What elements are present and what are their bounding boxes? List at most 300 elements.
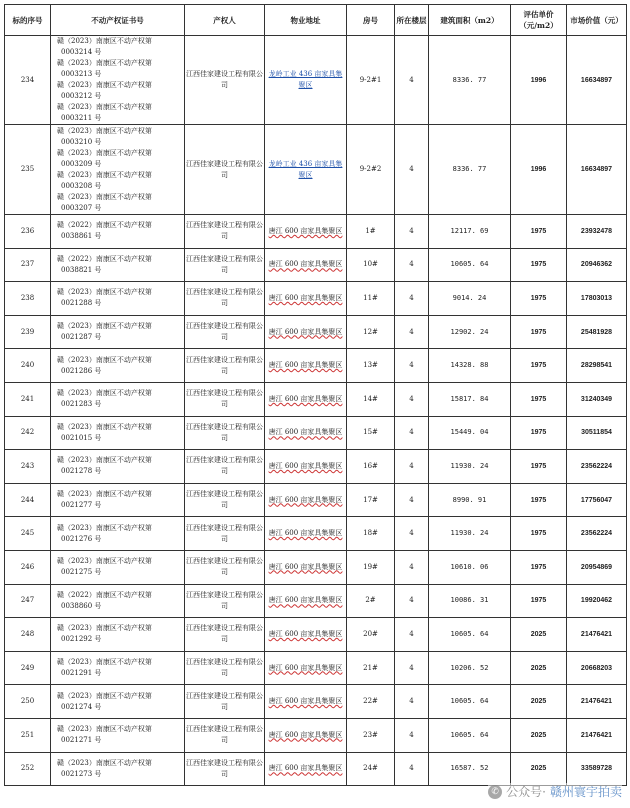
certificate-line: 赣（2023）南康区不动产权第 [57, 192, 152, 201]
table-row [5, 685, 627, 719]
floor-number: 4 [409, 562, 414, 571]
lot-number: 247 [20, 596, 35, 605]
market-value-cell [567, 718, 627, 752]
floor-cell [395, 215, 429, 249]
certificate-line: 0021292 号 [61, 635, 102, 644]
market-value: 21476421 [580, 630, 613, 638]
unit-price: 1975 [530, 597, 547, 605]
area-cell [429, 483, 511, 517]
unit-price: 1996 [530, 166, 547, 173]
owner-name: 江西佳家建设工程有限公司 [186, 456, 263, 476]
floor-area: 12902. 24 [450, 327, 489, 336]
room-number: 24# [363, 764, 378, 773]
lot-number: 237 [20, 260, 35, 269]
area-cell [429, 125, 511, 215]
lot-number-cell [5, 416, 51, 450]
market-value: 25481928 [580, 328, 613, 336]
certificate-line: 赣（2023）南康区不动产权第 [57, 103, 152, 111]
owner-cell [185, 282, 265, 316]
table-row [5, 315, 627, 349]
certificate-line: 赣（2023）南康区不动产权第 [57, 658, 152, 667]
address-cell [265, 282, 347, 316]
owner-cell [185, 36, 265, 125]
property-address: 唐江 600 亩家具集聚区 [268, 394, 343, 403]
market-value-cell [567, 315, 627, 349]
certificate-line: 赣（2023）南康区不动产权第 [57, 288, 152, 297]
room-cell [347, 125, 395, 215]
certificate-line: 0021276 号 [61, 534, 102, 543]
table-row [5, 248, 627, 282]
address-cell [265, 450, 347, 484]
room-cell [347, 651, 395, 685]
lot-number: 251 [20, 730, 35, 739]
floor-number: 4 [409, 495, 414, 504]
certificate-line: 赣（2023）南康区不动产权第 [57, 624, 152, 633]
room-number: 21# [363, 663, 378, 672]
room-cell [347, 618, 395, 652]
certificate-line: 赣（2023）南康区不动产权第 [57, 456, 152, 465]
certificate-line: 0021278 号 [61, 467, 102, 476]
unit-price-cell [511, 450, 567, 484]
unit-price: 1975 [530, 227, 547, 235]
market-value-cell [567, 416, 627, 450]
lot-number: 236 [20, 226, 35, 235]
unit-price-cell [511, 416, 567, 450]
market-value: 23562224 [580, 530, 613, 538]
market-value-cell [567, 382, 627, 416]
owner-cell [185, 550, 265, 584]
unit-price: 2025 [530, 698, 547, 706]
table-row [5, 349, 627, 383]
owner-cell [185, 584, 265, 618]
market-value-cell [567, 125, 627, 215]
area-cell [429, 416, 511, 450]
table-row [5, 718, 627, 752]
floor-number: 4 [409, 629, 414, 638]
unit-price: 1975 [530, 530, 547, 538]
unit-price: 2025 [530, 630, 547, 638]
table-row [5, 416, 627, 450]
table-row [5, 483, 627, 517]
owner-cell [185, 483, 265, 517]
unit-price: 2025 [530, 731, 547, 739]
floor-area: 10610. 06 [450, 562, 489, 571]
address-cell [265, 36, 347, 125]
room-cell [347, 282, 395, 316]
address-cell [265, 349, 347, 383]
certificate-line: 赣（2023）南康区不动产权第 [57, 322, 152, 331]
market-value-cell [567, 483, 627, 517]
market-value-cell [567, 349, 627, 383]
lot-number-cell [5, 685, 51, 719]
floor-cell [395, 483, 429, 517]
certificate-line: 赣（2023）南康区不动产权第 [57, 81, 152, 89]
floor-cell [395, 125, 429, 215]
table-row [5, 618, 627, 652]
certificate-cell [51, 382, 185, 416]
unit-price-cell [511, 517, 567, 551]
area-cell [429, 382, 511, 416]
room-cell [347, 36, 395, 125]
lot-number-cell [5, 282, 51, 316]
property-address: 唐江 600 亩家具集聚区 [268, 327, 343, 336]
certificate-line: 赣（2023）南康区不动产权第 [57, 170, 152, 179]
market-value: 31240349 [580, 395, 613, 403]
table-row [5, 651, 627, 685]
unit-price: 1996 [530, 76, 547, 84]
owner-cell [185, 248, 265, 282]
certificate-line: 赣（2023）南康区不动产权第 [57, 355, 152, 364]
area-cell [429, 248, 511, 282]
room-number: 14# [363, 394, 378, 403]
unit-price: 2025 [530, 664, 547, 672]
unit-price-cell [511, 36, 567, 125]
unit-price: 1975 [530, 362, 547, 370]
floor-cell [395, 618, 429, 652]
certificate-cell [51, 584, 185, 618]
owner-name: 江西佳家建设工程有限公司 [186, 70, 263, 89]
owner-name: 江西佳家建设工程有限公司 [186, 322, 263, 342]
certificate-line: 0021015 号 [61, 433, 102, 442]
floor-area: 10605. 64 [450, 629, 489, 638]
watermark-prefix: 公众号· [506, 785, 546, 799]
certificate-line: 赣（2023）南康区不动产权第 [57, 389, 152, 398]
market-value-cell [567, 248, 627, 282]
certificate-line: 赣（2022）南康区不动产权第 [57, 254, 152, 263]
lot-number-cell [5, 36, 51, 125]
room-cell [347, 382, 395, 416]
market-value: 28298541 [580, 362, 613, 370]
floor-cell [395, 550, 429, 584]
area-cell [429, 550, 511, 584]
owner-cell [185, 125, 265, 215]
room-cell [347, 248, 395, 282]
header-cell: 标的序号 [5, 5, 51, 36]
floor-cell [395, 752, 429, 786]
floor-number: 4 [409, 697, 414, 706]
owner-name: 江西佳家建设工程有限公司 [186, 254, 263, 274]
market-value-cell [567, 685, 627, 719]
property-address: 唐江 600 亩家具集聚区 [268, 495, 343, 504]
certificate-line: 0003209 号 [61, 159, 102, 168]
room-number: 10# [363, 260, 378, 269]
unit-price: 1975 [530, 429, 547, 437]
owner-name: 江西佳家建设工程有限公司 [186, 288, 263, 308]
room-number: 20# [363, 629, 378, 638]
floor-number: 4 [409, 730, 414, 739]
floor-number: 4 [409, 165, 414, 173]
floor-area: 10206. 52 [450, 663, 489, 672]
header-cell: 物业地址 [265, 5, 347, 36]
room-number: 16# [363, 461, 378, 470]
floor-cell [395, 315, 429, 349]
certificate-cell [51, 248, 185, 282]
owner-cell [185, 517, 265, 551]
floor-cell [395, 416, 429, 450]
floor-cell [395, 584, 429, 618]
certificate-line: 0003208 号 [61, 181, 102, 190]
certificate-line: 0021274 号 [61, 702, 102, 711]
certificate-line: 赣（2022）南康区不动产权第 [57, 590, 152, 599]
property-address: 唐江 600 亩家具集聚区 [268, 428, 343, 437]
certificate-line: 0003211 号 [61, 114, 102, 122]
address-cell [265, 685, 347, 719]
unit-price: 1975 [530, 395, 547, 403]
area-cell [429, 36, 511, 125]
market-value: 17803013 [580, 294, 613, 302]
market-value: 16634897 [580, 76, 613, 84]
unit-price-cell [511, 651, 567, 685]
room-cell [347, 685, 395, 719]
market-value: 23562224 [580, 462, 613, 470]
lot-number-cell [5, 651, 51, 685]
floor-area: 11930. 24 [450, 529, 489, 538]
unit-price: 1975 [530, 462, 547, 470]
address-cell [265, 215, 347, 249]
floor-number: 4 [409, 260, 414, 269]
room-cell [347, 752, 395, 786]
floor-area: 10086. 31 [450, 596, 489, 605]
lot-number: 249 [20, 663, 35, 672]
floor-area: 8990. 91 [452, 495, 487, 504]
unit-price-cell [511, 382, 567, 416]
owner-name: 江西佳家建设工程有限公司 [186, 557, 263, 577]
owner-cell [185, 618, 265, 652]
certificate-line: 0003207 号 [61, 203, 102, 212]
market-value-cell [567, 36, 627, 125]
market-value-cell [567, 450, 627, 484]
floor-cell [395, 36, 429, 125]
address-cell [265, 315, 347, 349]
property-address: 唐江 600 亩家具集聚区 [268, 596, 343, 605]
table-row [5, 550, 627, 584]
floor-number: 4 [409, 529, 414, 538]
owner-name: 江西佳家建设工程有限公司 [186, 725, 263, 745]
table-row [5, 752, 627, 786]
lot-number-cell [5, 483, 51, 517]
market-value-cell [567, 584, 627, 618]
owner-cell [185, 215, 265, 249]
property-address: 唐江 600 亩家具集聚区 [268, 529, 343, 538]
address-cell [265, 517, 347, 551]
floor-area: 8336. 77 [452, 75, 487, 84]
unit-price: 1975 [530, 563, 547, 571]
owner-name: 江西佳家建设工程有限公司 [186, 624, 263, 644]
floor-number: 4 [409, 394, 414, 403]
address-cell [265, 248, 347, 282]
floor-area: 16587. 52 [450, 764, 489, 773]
lot-number: 240 [20, 361, 35, 370]
room-cell [347, 315, 395, 349]
owner-name: 江西佳家建设工程有限公司 [186, 523, 263, 543]
address-cell [265, 416, 347, 450]
market-value-cell [567, 517, 627, 551]
lot-number-cell [5, 215, 51, 249]
certificate-cell [51, 349, 185, 383]
certificate-line: 0021273 号 [61, 769, 102, 778]
unit-price-cell [511, 718, 567, 752]
certificate-line: 0003210 号 [61, 137, 102, 146]
certificate-line: 赣（2023）南康区不动产权第 [57, 557, 152, 566]
floor-area: 15817. 84 [450, 394, 489, 403]
room-cell [347, 416, 395, 450]
room-number: 11# [363, 293, 378, 302]
table-row [5, 584, 627, 618]
market-value-cell [567, 618, 627, 652]
header-cell: 所在楼层 [395, 5, 429, 36]
unit-price-cell [511, 685, 567, 719]
wechat-icon: ✆ [488, 785, 502, 799]
certificate-cell [51, 752, 185, 786]
lot-number: 241 [20, 394, 35, 403]
certificate-cell [51, 517, 185, 551]
lot-number-cell [5, 550, 51, 584]
certificate-line: 赣（2023）南康区不动产权第 [57, 725, 152, 734]
floor-cell [395, 651, 429, 685]
lot-number-cell [5, 517, 51, 551]
table-row [5, 517, 627, 551]
certificate-line: 0021288 号 [61, 299, 102, 308]
floor-number: 4 [409, 75, 414, 84]
lot-number: 238 [20, 293, 35, 302]
property-address: 唐江 600 亩家具集聚区 [268, 663, 343, 672]
floor-number: 4 [409, 293, 414, 302]
certificate-cell [51, 651, 185, 685]
certificate-cell [51, 550, 185, 584]
floor-area: 9014. 24 [452, 293, 487, 302]
owner-name: 江西佳家建设工程有限公司 [186, 658, 263, 678]
lot-number: 244 [20, 495, 35, 504]
certificate-line: 赣（2023）南康区不动产权第 [57, 148, 152, 157]
lot-number-cell [5, 349, 51, 383]
floor-cell [395, 718, 429, 752]
owner-name: 江西佳家建设工程有限公司 [186, 422, 263, 442]
floor-area: 10605. 64 [450, 730, 489, 739]
certificate-line: 0003212 号 [61, 92, 102, 100]
owner-name: 江西佳家建设工程有限公司 [186, 159, 263, 179]
floor-cell [395, 282, 429, 316]
owner-cell [185, 349, 265, 383]
certificate-line: 赣（2023）南康区不动产权第 [57, 126, 152, 135]
certificate-cell [51, 416, 185, 450]
market-value: 20668203 [580, 664, 613, 672]
certificate-cell [51, 215, 185, 249]
floor-cell [395, 450, 429, 484]
certificate-line: 0021271 号 [61, 736, 102, 745]
unit-price-cell [511, 125, 567, 215]
owner-name: 江西佳家建设工程有限公司 [186, 590, 263, 610]
unit-price-cell [511, 349, 567, 383]
unit-price-cell [511, 483, 567, 517]
certificate-line: 赣（2023）南康区不动产权第 [57, 490, 152, 499]
market-value: 19920462 [580, 597, 613, 605]
address-cell [265, 382, 347, 416]
room-cell [347, 215, 395, 249]
certificate-line: 0021275 号 [61, 568, 102, 577]
room-cell [347, 584, 395, 618]
floor-number: 4 [409, 461, 414, 470]
owner-cell [185, 651, 265, 685]
certificate-cell [51, 282, 185, 316]
market-value: 23932478 [580, 227, 613, 235]
certificate-line: 0021286 号 [61, 366, 102, 375]
address-cell [265, 550, 347, 584]
unit-price-cell [511, 618, 567, 652]
room-cell [347, 450, 395, 484]
area-cell [429, 450, 511, 484]
floor-cell [395, 382, 429, 416]
area-cell [429, 718, 511, 752]
floor-number: 4 [409, 428, 414, 437]
lot-number-cell [5, 450, 51, 484]
owner-cell [185, 685, 265, 719]
lot-number: 246 [20, 562, 35, 571]
certificate-line: 赣（2023）南康区不动产权第 [57, 59, 152, 67]
floor-cell [395, 685, 429, 719]
certificate-line: 赣（2023）南康区不动产权第 [57, 422, 152, 431]
market-value: 20946362 [580, 261, 613, 269]
unit-price: 1975 [530, 294, 547, 302]
certificate-line: 赣（2023）南康区不动产权第 [57, 691, 152, 700]
market-value-cell [567, 282, 627, 316]
floor-area: 10605. 64 [450, 697, 489, 706]
market-value: 30511854 [581, 429, 612, 437]
market-value: 21476421 [580, 698, 613, 706]
lot-number: 245 [20, 529, 35, 538]
market-value-cell [567, 550, 627, 584]
unit-price-cell [511, 315, 567, 349]
table-row [5, 125, 627, 215]
certificate-line: 0038860 号 [61, 601, 102, 610]
floor-cell [395, 349, 429, 383]
certificate-cell [51, 315, 185, 349]
room-number: 9-2#1 [359, 75, 382, 84]
lot-number: 235 [20, 165, 35, 173]
unit-price: 1975 [530, 496, 547, 504]
floor-cell [395, 248, 429, 282]
lot-number: 234 [20, 75, 35, 84]
property-address: 唐江 600 亩家具集聚区 [268, 562, 343, 571]
certificate-line: 赣（2023）南康区不动产权第 [57, 758, 152, 767]
lot-number-cell [5, 315, 51, 349]
area-cell [429, 349, 511, 383]
certificate-line: 0003213 号 [61, 70, 102, 78]
header-cell: 市场价值（元） [567, 5, 627, 36]
market-value: 33589728 [580, 765, 613, 773]
market-value: 21476421 [580, 731, 613, 739]
address-cell [265, 651, 347, 685]
lot-number-cell [5, 248, 51, 282]
floor-number: 4 [409, 764, 414, 773]
market-value-cell [567, 651, 627, 685]
certificate-line: 赣（2023）南康区不动产权第 [57, 523, 152, 532]
unit-price-cell [511, 215, 567, 249]
lot-number: 248 [20, 629, 35, 638]
owner-cell [185, 752, 265, 786]
certificate-line: 0021277 号 [61, 501, 102, 510]
property-address: 唐江 600 亩家具集聚区 [268, 730, 343, 739]
certificate-cell [51, 125, 185, 215]
owner-name: 江西佳家建设工程有限公司 [186, 490, 263, 510]
property-address: 唐江 600 亩家具集聚区 [268, 764, 343, 773]
owner-cell [185, 718, 265, 752]
room-number: 17# [363, 495, 378, 504]
certificate-line: 0021287 号 [61, 333, 102, 342]
certificate-line: 0038861 号 [61, 232, 102, 241]
floor-number: 4 [409, 226, 414, 235]
property-address: 龙岭工业 436 亩家具集聚区 [268, 70, 343, 89]
certificate-line: 0003214 号 [61, 48, 102, 56]
